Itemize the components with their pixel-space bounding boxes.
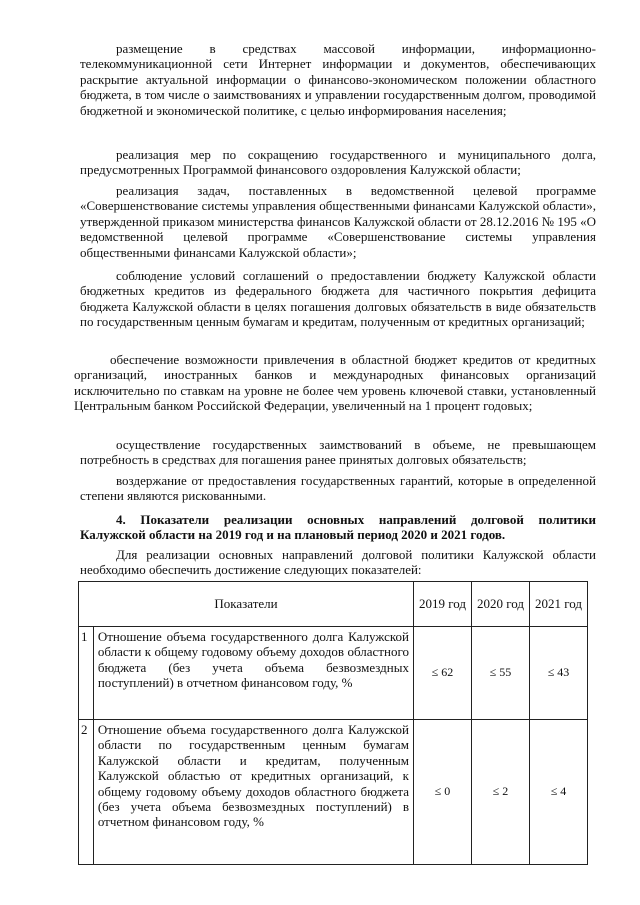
row-value-2021: ≤ 4 bbox=[529, 720, 587, 865]
header-indicator: Показатели bbox=[79, 582, 414, 627]
paragraph-target-program: реализация задач, поставленных в ведомственной целевой программе «Совершенствование системы управления общественными финансами Калужской области», утвержденной приказом министерства финансов Калужской области от 28.12.2016 № 195 «О ведомственной целевой программе «Совершенствование системы управления общественными финансами Калужской области»; bbox=[80, 183, 596, 260]
paragraph-guarantees: воздержание от предоставления государственных гарантий, которые в определенной степени являются рискованными. bbox=[80, 473, 596, 504]
paragraph-borrowing-rates: обеспечение возможности привлечения в областной бюджет кредитов от кредитных организаций, иностранных банков и международных финансовых организаций исключительно по ставкам на уровне не более чем уровень ключевой ставки, установленный Центральным банком Российской Федерации, увеличенный на 1 процент годовых; bbox=[74, 352, 596, 414]
row-value-2021: ≤ 43 bbox=[529, 627, 587, 720]
row-value-2019: ≤ 62 bbox=[413, 627, 471, 720]
paragraph-debt-reduction: реализация мер по сокращению государственного и муниципального долга, предусмотренных Программой финансового оздоровления Калужской области; bbox=[80, 147, 596, 178]
table-row bbox=[79, 720, 588, 865]
row-value-2020: ≤ 55 bbox=[471, 627, 529, 720]
row-value-2019: ≤ 0 bbox=[413, 720, 471, 865]
row-number: 2 bbox=[79, 720, 94, 865]
paragraph-budget-credits: соблюдение условий соглашений о предоставлении бюджету Калужской области бюджетных кредитов из федерального бюджета для частичного покрытия дефицита бюджета Калужской области в целях погашения долговых обязательств в виде обязательств по государственным ценным бумагам и кредитам, полученным от кредитных организаций; bbox=[80, 268, 596, 330]
table-header-row bbox=[79, 582, 588, 627]
row-value-2020: ≤ 2 bbox=[471, 720, 529, 865]
paragraph-media-disclosure: размещение в средствах массовой информации, информационно-телекоммуникационной сети Интернет информации и документов, обеспечивающих раскрытие актуальной информации о финансово-экономическом положении областного бюджета, в том числе о заимствованиях и управлении государственным долгом, проводимой бюджетной и экономической политике, с целью информирования населения; bbox=[80, 41, 596, 118]
section-heading: 4. Показатели реализации основных направлений долговой политики Калужской области на 2019 год и на плановый период 2020 и 2021 годов. bbox=[80, 512, 596, 543]
paragraph-borrowing-limits: осуществление государственных заимствований в объеме, не превышающем потребность в средствах для погашения ранее принятых долговых обязательств; bbox=[80, 437, 596, 468]
row-indicator-text: Отношение объема государственного долга Калужской области к общему годовому объему доходов областного бюджета (без учета объема безвозмездных поступлений) в отчетном финансовом году, % bbox=[93, 627, 413, 720]
header-year-2021: 2021 год bbox=[529, 582, 587, 627]
header-year-2020: 2020 год bbox=[471, 582, 529, 627]
header-year-2019: 2019 год bbox=[413, 582, 471, 627]
paragraph-indicators-intro: Для реализации основных направлений долговой политики Калужской области необходимо обеспечить достижение следующих показателей: bbox=[80, 547, 596, 578]
indicators-table bbox=[78, 581, 588, 865]
table-row bbox=[79, 627, 588, 720]
row-indicator-text: Отношение объема государственного долга Калужской области по государственным ценным бумагам Калужской области и кредитам, полученным Калужской областью от кредитных организаций, к общему годовому объему доходов областного бюджета (без учета объема безвозмездных поступлений) в отчетном финансовом году, % bbox=[93, 720, 413, 865]
row-number: 1 bbox=[79, 627, 94, 720]
